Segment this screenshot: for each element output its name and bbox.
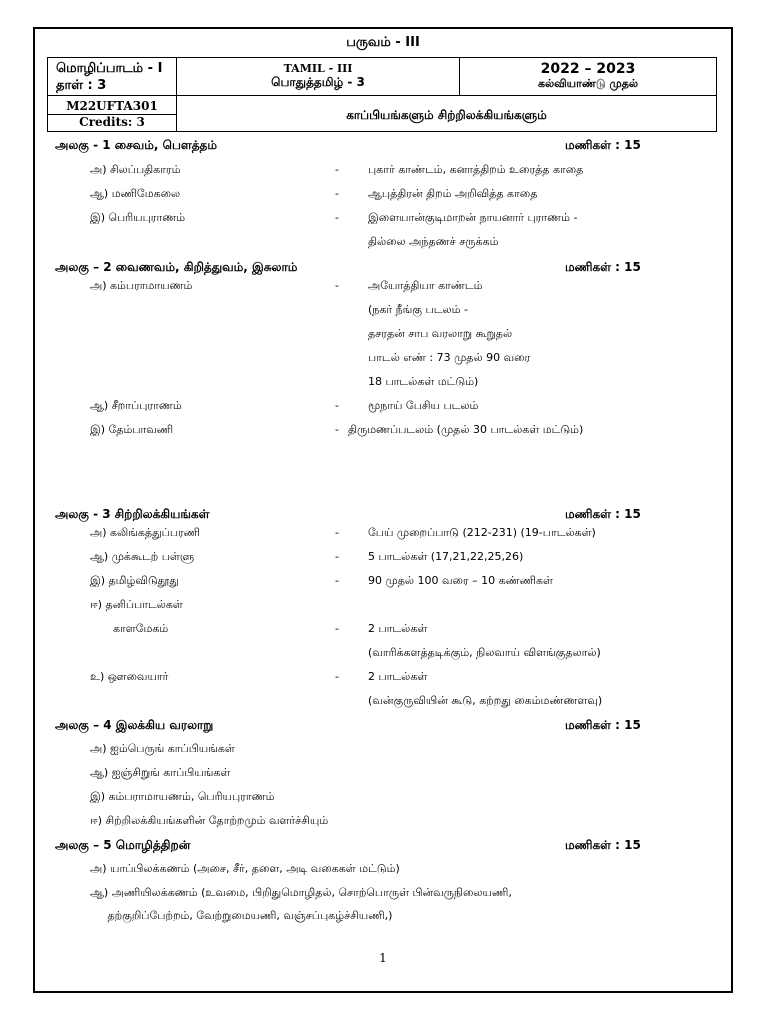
tamil-level: TAMIL - III <box>283 62 353 75</box>
unit-3-item-label: ஈ) தனிப்பாடல்கள் <box>90 598 183 611</box>
unit-2-title: அலகு – 2 வைணவம், கிறித்துவம், இசுலாம் <box>55 260 298 274</box>
unit-1-item-sep: - <box>335 163 339 176</box>
unit-3-title: அலகு - 3 சிற்றிலக்கியங்கள் <box>55 507 210 521</box>
unit-1-item-text: புகார் காண்டம், கனாத்திறம் உரைத்த காதை <box>368 163 584 176</box>
unit-3-item-text: 2 பாடல்கள் <box>368 622 428 635</box>
language-part: மொழிப்பாடம் - I <box>56 60 163 76</box>
unit-2-item-text: தசரதன் சாப வரலாறு கூறுதல் <box>368 327 513 340</box>
unit-2-item-text: பாடல் எண் : 73 முதல் 90 வரை <box>368 351 531 364</box>
unit-1-hours: மணிகள் : 15 <box>565 138 641 152</box>
unit-2-hours: மணிகள் : 15 <box>565 260 641 274</box>
unit-2-item-label: ஆ) சீறாப்புராணம் <box>90 399 182 412</box>
unit-3-item-label: அ) கலிங்கத்துப்பரணி <box>90 526 201 539</box>
unit-3-item-text: 90 முதல் 100 வரை – 10 கண்ணிகள் <box>368 574 553 587</box>
general-tamil: பொதுத்தமிழ் - 3 <box>271 75 365 89</box>
course-code: M22UFTA301 <box>48 99 176 115</box>
page-frame <box>33 27 733 993</box>
unit-1-item-sep: - <box>335 187 339 200</box>
unit-3-item-label: ஆ) முக்கூடற் பள்ளு <box>90 550 195 563</box>
unit-3-item-text: (வாரிக்களத்தடிக்கும், நிலவாய் விளங்குதலால்) <box>368 646 601 659</box>
unit-2-item-text: திருமணப்படலம் (முதல் 30 பாடல்கள் மட்டும்) <box>348 423 584 436</box>
unit-3-item-text: 2 பாடல்கள் <box>368 670 428 683</box>
page-number: 1 <box>379 951 387 965</box>
unit-3-item-sep: - <box>335 574 339 587</box>
unit-5-title: அலகு – 5 மொழித்திறன் <box>55 838 191 852</box>
unit-1-title: அலகு - 1 சைவம், பௌத்தம் <box>55 138 218 152</box>
unit-4-title: அலகு – 4 இலக்கிய வரலாறு <box>55 718 214 732</box>
course-header-table <box>47 57 717 132</box>
tamil-level-cell <box>177 58 460 96</box>
unit-4-item: ஈ) சிற்றிலக்கியங்களின் தோற்றமும் வளர்ச்சியும் <box>90 814 329 827</box>
unit-1-item-text: இளையான்குடிமாறன் நாயனார் புராணம் - <box>368 211 578 224</box>
course-title-cell <box>177 96 717 132</box>
paper-number: தாள் : 3 <box>56 77 107 93</box>
language-part-cell <box>48 58 177 96</box>
from-year: கல்வியாண்டு முதல் <box>537 77 638 90</box>
unit-1-item-text: தில்லை அந்தணச் சருக்கம் <box>368 235 499 248</box>
unit-1-item-text: ஆபுத்திரன் திறம் அறிவித்த காதை <box>368 187 538 200</box>
unit-1-item-label: இ) பெரியபுராணம் <box>90 211 186 224</box>
unit-4-item: அ) ஐம்பெருங் காப்பியங்கள் <box>90 742 235 755</box>
unit-1-item-label: அ) சிலப்பதிகாரம் <box>90 163 181 176</box>
unit-3-item-label: உ) ஔவையார் <box>90 670 169 683</box>
unit-3-item-sep: - <box>335 526 339 539</box>
unit-3-item-label: காளமேகம் <box>113 622 169 635</box>
unit-3-hours: மணிகள் : 15 <box>565 507 641 521</box>
unit-2-item-sep: - <box>335 423 339 436</box>
unit-3-item-text: (வன்குருவியின் கூடு, கற்றது கைம்மண்ணளவு) <box>368 694 603 707</box>
unit-5-hours: மணிகள் : 15 <box>565 838 641 852</box>
unit-3-item-label: இ) தமிழ்விடுதூது <box>90 574 179 587</box>
unit-2-item-text: (நகர் நீங்கு படலம் - <box>368 303 468 316</box>
unit-3-item-text: 5 பாடல்கள் (17,21,22,25,26) <box>368 550 524 563</box>
credits: Credits: 3 <box>79 114 145 129</box>
semester-heading: பருவம் - III <box>346 35 420 50</box>
unit-2-item-text: அயோத்தியா காண்டம் <box>368 279 483 292</box>
code-cell <box>48 96 177 132</box>
unit-2-item-sep: - <box>335 279 339 292</box>
unit-5-item: தற்குறிப்பேற்றம், வேற்றுமையணி, வஞ்சப்புகழ்ச்சியணி,) <box>90 909 393 922</box>
unit-3-item-text: பேய் முறைப்பாடு (212-231) (19-பாடல்கள்) <box>368 526 596 539</box>
unit-4-item: இ) கம்பராமாயணம், பெரியபுராணம் <box>90 790 275 803</box>
unit-3-item-sep: - <box>335 622 339 635</box>
unit-4-hours: மணிகள் : 15 <box>565 718 641 732</box>
unit-3-item-sep: - <box>335 550 339 563</box>
year-cell <box>460 58 717 96</box>
unit-5-item: அ) யாப்பிலக்கணம் (அசை, சீர், தளை, அடி வகைகள் மட்டும்) <box>90 862 400 875</box>
course-title: காப்பியங்களும் சிற்றிலக்கியங்களும் <box>346 107 547 122</box>
unit-1-item-label: ஆ) மணிமேகலை <box>90 187 181 200</box>
unit-4-item: ஆ) ஐஞ்சிறுங் காப்பியங்கள் <box>90 766 231 779</box>
academic-year: 2022 – 2023 <box>540 61 636 77</box>
unit-2-item-label: இ) தேம்பாவணி <box>90 423 174 436</box>
unit-2-item-text: 18 பாடல்கள் மட்டும்) <box>368 375 479 388</box>
unit-1-item-sep: - <box>335 211 339 224</box>
unit-2-item-label: அ) கம்பராமாயணம் <box>90 279 193 292</box>
unit-5-item: ஆ) அணியிலக்கணம் (உவமை, பிறிதுமொழிதல், சொற்பொருள் பின்வருநிலையணி, <box>90 886 512 899</box>
unit-2-item-text: மூநாய் பேசிய படலம் <box>368 399 479 412</box>
unit-3-item-sep: - <box>335 670 339 683</box>
unit-2-item-sep: - <box>335 399 339 412</box>
